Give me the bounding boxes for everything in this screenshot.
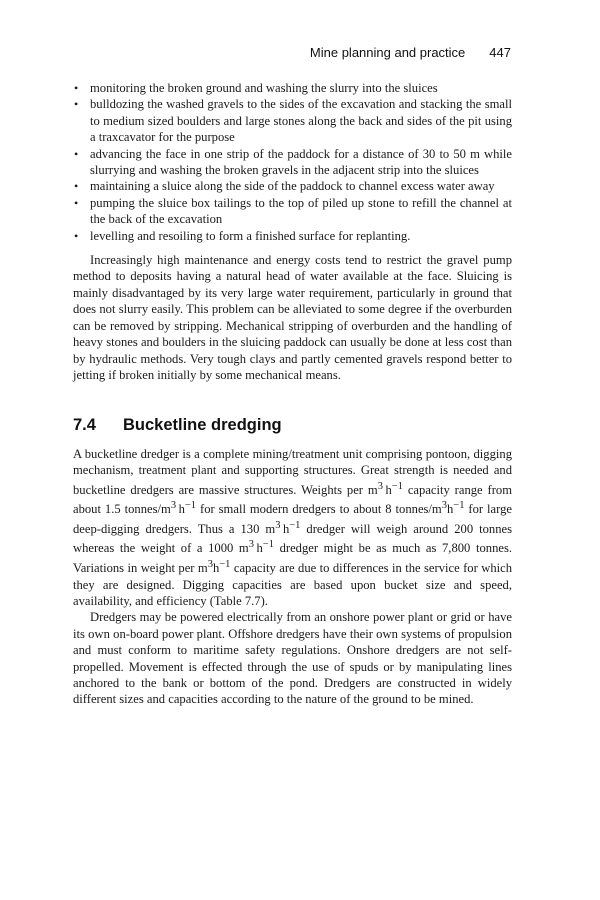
text-run: A bucketline dredger is a complete mining/treatment unit comprising pontoon, digging mechanism, treatment plant and supporting structures. Great strength is needed and bucketline dredgers are massive structures. Weights per m bbox=[73, 446, 512, 497]
superscript: 3 bbox=[377, 480, 383, 492]
superscript: −1 bbox=[219, 558, 231, 570]
unit-h: h bbox=[282, 521, 290, 536]
superscript: −1 bbox=[391, 480, 403, 492]
text-run: for large deep-digging dredgers. Thus a 130 m bbox=[73, 502, 512, 536]
unit-h: h bbox=[178, 502, 185, 517]
bullet-item: • pumping the sluice box tailings to the top of piled up stone to refill the channel at the back of the excavation bbox=[73, 195, 512, 228]
text-run: dredger might be as much as 7,800 tonnes. Variations in weight per m bbox=[73, 541, 512, 576]
superscript: −1 bbox=[184, 500, 197, 512]
superscript: −1 bbox=[289, 519, 301, 531]
superscript: 3 bbox=[170, 500, 177, 512]
unit-h: h bbox=[385, 482, 392, 497]
page-number: 447 bbox=[489, 45, 511, 60]
running-head-title: Mine planning and practice bbox=[309, 45, 466, 60]
bullet-item: • maintaining a sluice along the side of the paddock to channel excess water away bbox=[73, 178, 512, 194]
text-run: capacity are due to differences in the service for which they are designed. Digging capacities are based upon bucket size and speed, availability, and efficiency (Table 7.7). bbox=[73, 561, 513, 608]
superscript: 3 bbox=[248, 539, 254, 551]
bullet-item: • advancing the face in one strip of the paddock for a distance of 30 to 50 m while slurrying and washing the broken gravels in the adjacent strip into the sluices bbox=[73, 146, 512, 179]
text-run: capacity range from about 1.5 tonnes/m bbox=[73, 482, 513, 517]
superscript: 3 bbox=[207, 558, 213, 570]
bullet-list bbox=[73, 80, 512, 244]
body-paragraph-units bbox=[73, 446, 512, 610]
superscript: 3 bbox=[275, 519, 281, 531]
superscript: 3 bbox=[441, 500, 447, 512]
bullet-item: • monitoring the broken ground and washing the slurry into the sluices bbox=[73, 80, 512, 96]
unit-h: h bbox=[446, 502, 454, 517]
body-paragraph: Increasingly high maintenance and energy costs tend to restrict the gravel pump method to deposits having a natural head of water available at the face. Sluicing is mainly disadvantaged by its very large water requirement, particularly in ground that does not slurry easily. This problem can be alleviated to some degree if the overburden can be removed by stripping. Mechanical stripping of overburden and the handling of heavy stones and boulders in the sluicing paddock can usually be done at less cost than by hydraulic methods. Very tough clays and partly cemented gravels respond better to jetting if broken initially by some mechanical means. bbox=[73, 253, 512, 382]
bullet-item: • levelling and resoiling to form a finished surface for replanting. bbox=[73, 228, 512, 244]
section-heading bbox=[73, 417, 512, 433]
text-run: for small modern dredgers to about 8 tonnes/m bbox=[196, 502, 442, 517]
section-title: Bucketline dredging bbox=[123, 416, 282, 435]
body-paragraph: Dredgers may be powered electrically from an onshore power plant or grid or have its own on-board power plant. Offshore dredgers have their own systems of propulsion and must conform to maritime safety regulations. Onshore dredgers are not self-propelled. Movement is effected through the use of spuds or by manipulating lines anchored to the bank or bottom of the pond. Dredgers are constructed in widely different sizes and capacities according to the nature of the ground to be mined. bbox=[73, 610, 512, 707]
bullet-item: • bulldozing the washed gravels to the sides of the excavation and stacking the small to medium sized boulders and large stones along the back and sides of the pit using a traxcavator for the purpose bbox=[73, 96, 512, 145]
running-head bbox=[310, 45, 511, 60]
unit-h: h bbox=[212, 561, 220, 576]
superscript: −1 bbox=[262, 539, 274, 551]
section-number: 7.4 bbox=[73, 416, 96, 435]
text-run: dredger will weigh around 200 tonnes whereas the weight of a 1000 m bbox=[73, 521, 512, 556]
superscript: −1 bbox=[453, 500, 465, 512]
unit-h: h bbox=[256, 541, 263, 556]
text-column bbox=[73, 80, 512, 708]
